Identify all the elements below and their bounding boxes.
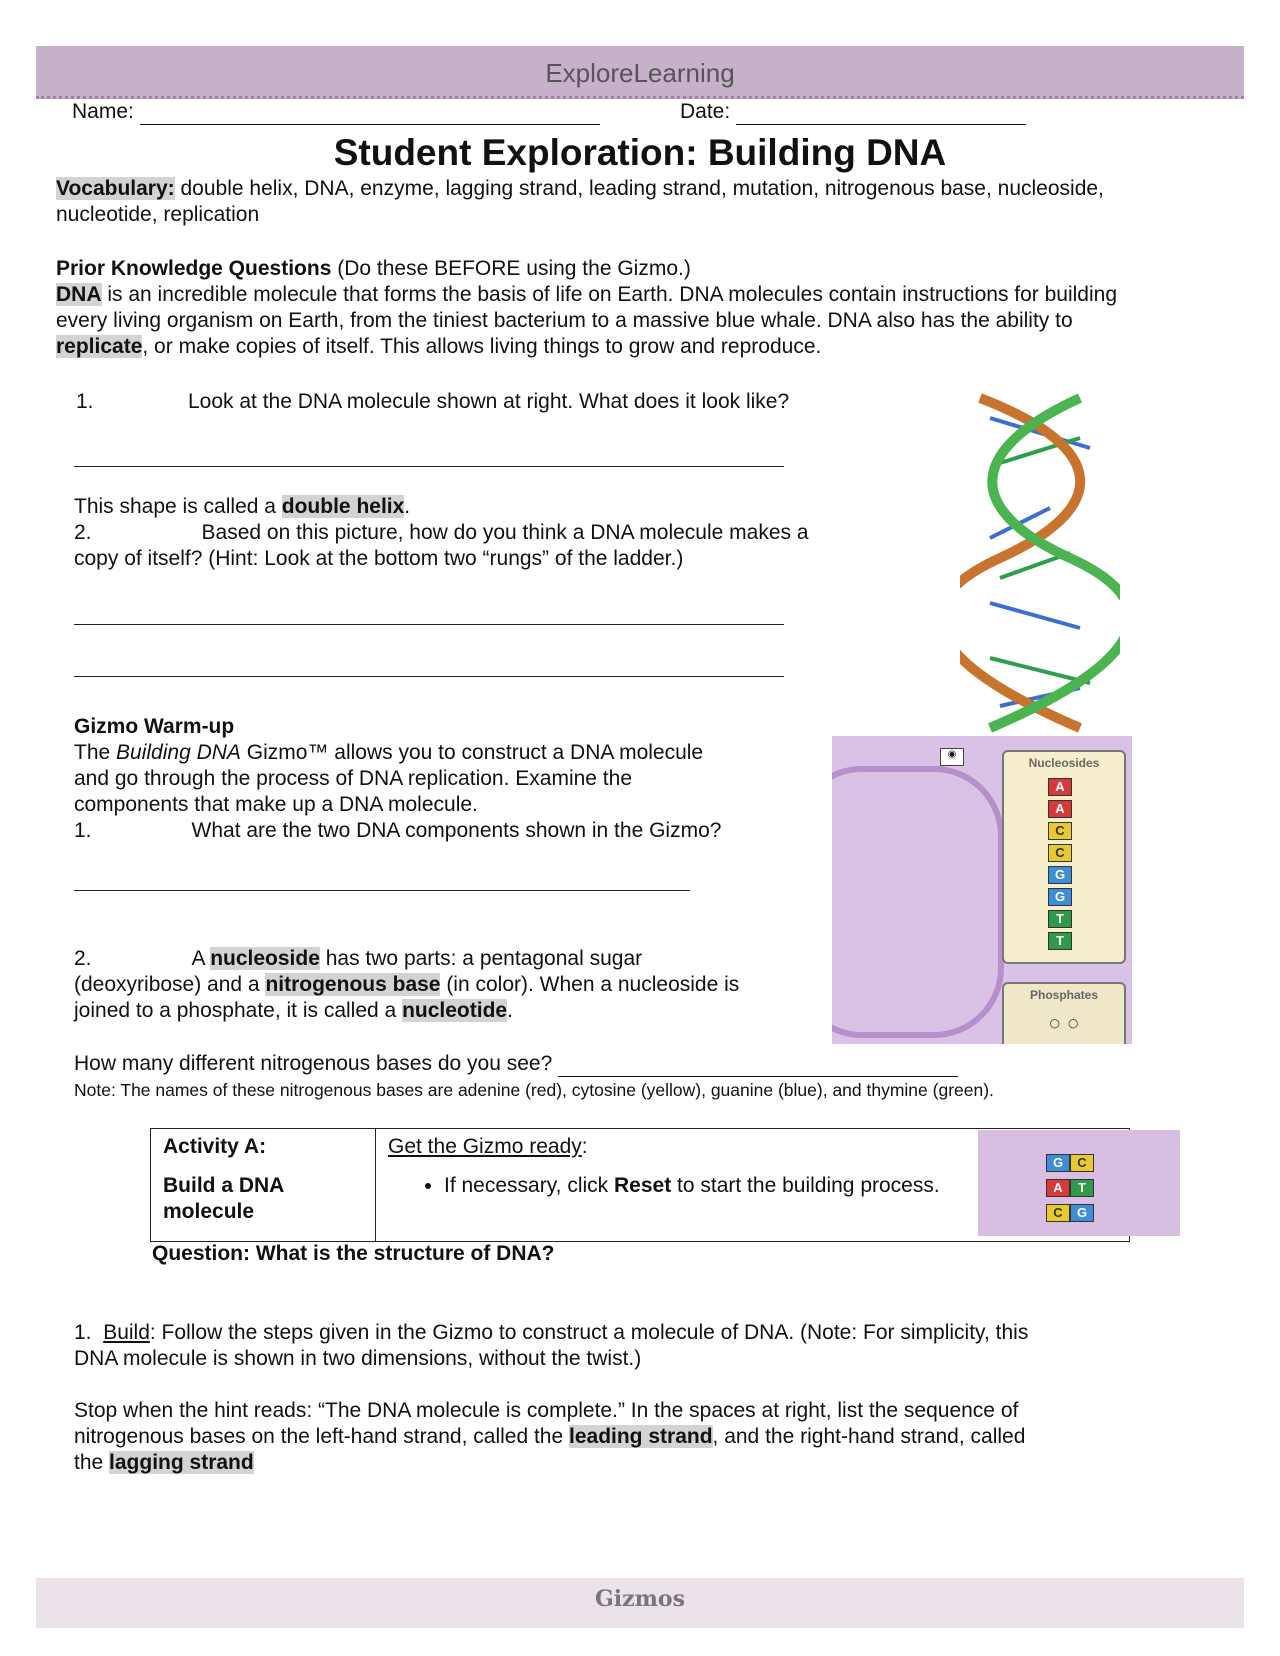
base-pair: C G bbox=[1046, 1198, 1094, 1223]
phosphates-label: Phosphates bbox=[1029, 988, 1098, 1002]
nucleoside-item[interactable]: A bbox=[1048, 796, 1124, 818]
answer-line-1[interactable] bbox=[74, 466, 784, 467]
vocabulary: Vocabulary: double helix, DNA, enzyme, lagging strand, leading strand, mutation, nitrogenous base, nucleoside, nucleotide, replication bbox=[56, 177, 1104, 226]
activity-label-cell: Activity A: Build a DNA molecule bbox=[151, 1129, 376, 1242]
date-field: Date: bbox=[680, 100, 1026, 125]
backbone-strand-1 bbox=[960, 398, 1080, 728]
nucleosides-label: Nucleosides bbox=[1028, 756, 1100, 770]
prior-q1: 1. Look at the DNA molecule shown at right. What does it look like? bbox=[76, 390, 790, 413]
footer-bar bbox=[36, 1578, 1244, 1628]
answer-line-3[interactable] bbox=[74, 676, 784, 677]
nucleoside-item[interactable]: G bbox=[1048, 884, 1124, 906]
nucleoside-list bbox=[1004, 774, 1124, 950]
activity-question: Question: What is the structure of DNA? bbox=[152, 1242, 555, 1265]
header-bar bbox=[36, 46, 1244, 99]
how-many-question: How many different nitrogenous bases do you see? bbox=[74, 1052, 958, 1077]
gizmo-warmup: Gizmo Warm-up The Building DNA Gizmo™ allows you to construct a DNA molecule and go through the process of DNA replication. Examine the components that make up a DNA molecule. 1. What are the two DNA components shown in the Gizmo? bbox=[74, 715, 722, 842]
dna-double-helix-image bbox=[960, 388, 1120, 734]
activity-thumbnail bbox=[978, 1130, 1180, 1236]
nucleoside-item[interactable]: T bbox=[1048, 928, 1124, 950]
warmup-q2: 2. A nucleoside has two parts: a pentagonal sugar (deoxyribose) and a nitrogenous base (in color). When a nucleoside is joined to a phosphate, it is called a nucleotide. bbox=[74, 947, 740, 1022]
bases-note: Note: The names of these nitrogenous bases are adenine (red), cytosine (yellow), guanine (blue), and thymine (green). bbox=[74, 1080, 994, 1100]
nucleoside-item[interactable]: A bbox=[1048, 774, 1124, 796]
phosphate-icons[interactable]: ○ ○ bbox=[1048, 1012, 1080, 1035]
answer-line-2[interactable] bbox=[74, 624, 784, 625]
camera-icon[interactable]: ◉ bbox=[940, 748, 964, 766]
name-blank[interactable] bbox=[140, 100, 600, 125]
get-ready-cell: Get the Gizmo ready: • If necessary, click Reset to start the building process. bbox=[376, 1129, 1130, 1242]
base-pair: A T bbox=[1046, 1173, 1094, 1198]
nucleoside-item[interactable]: C bbox=[1048, 818, 1124, 840]
gizmo-screenshot bbox=[832, 736, 1132, 1044]
prior-q2: This shape is called a double helix. 2. Based on this picture, how do you think a DNA molecule makes a copy of itself? (Hint: Look at the bottom two “rungs” of the ladder.) bbox=[74, 495, 809, 570]
gizmos-logo: Gizmos bbox=[595, 1586, 685, 1612]
name-field: Name: bbox=[72, 100, 600, 125]
nucleoside-item[interactable]: C bbox=[1048, 840, 1124, 862]
build-step: 1. Build: Follow the steps given in the Gizmo to construct a molecule of DNA. (Note: For simplicity, this DNA molecule is shown in two dimensions, without the twist.) Stop when the hint reads: “The DNA molecule is complete.” In the spaces at right, list the sequence of nitrogenous bases on the left-hand strand, called the leading strand, and the right-hand strand, called the lagging strand bbox=[74, 1321, 1029, 1474]
cell-membrane-decor bbox=[832, 766, 1004, 1038]
nucleosides-panel bbox=[1002, 750, 1126, 964]
page-title: Student Exploration: Building DNA bbox=[333, 132, 947, 173]
thumbnail-rows bbox=[1046, 1148, 1094, 1223]
phosphates-panel bbox=[1002, 982, 1126, 1044]
date-blank[interactable] bbox=[736, 100, 1026, 125]
how-many-blank[interactable] bbox=[558, 1052, 958, 1077]
nucleoside-item[interactable]: G bbox=[1048, 862, 1124, 884]
prior-knowledge: Prior Knowledge Questions (Do these BEFORE using the Gizmo.) DNA is an incredible molecule that forms the basis of life on Earth. DNA molecules contain instructions for building every living organism on Earth, from the tiniest bacterium to a massive blue whale. DNA also has the ability to replicate, or make copies of itself. This allows living things to grow and reproduce. bbox=[56, 257, 1118, 358]
explorelearning-logo: ExploreLearning bbox=[545, 58, 735, 88]
nucleoside-item[interactable]: T bbox=[1048, 906, 1124, 928]
answer-line-4[interactable] bbox=[74, 890, 690, 891]
base-pair: G C bbox=[1046, 1148, 1094, 1173]
reset-reference: Reset bbox=[614, 1174, 672, 1197]
